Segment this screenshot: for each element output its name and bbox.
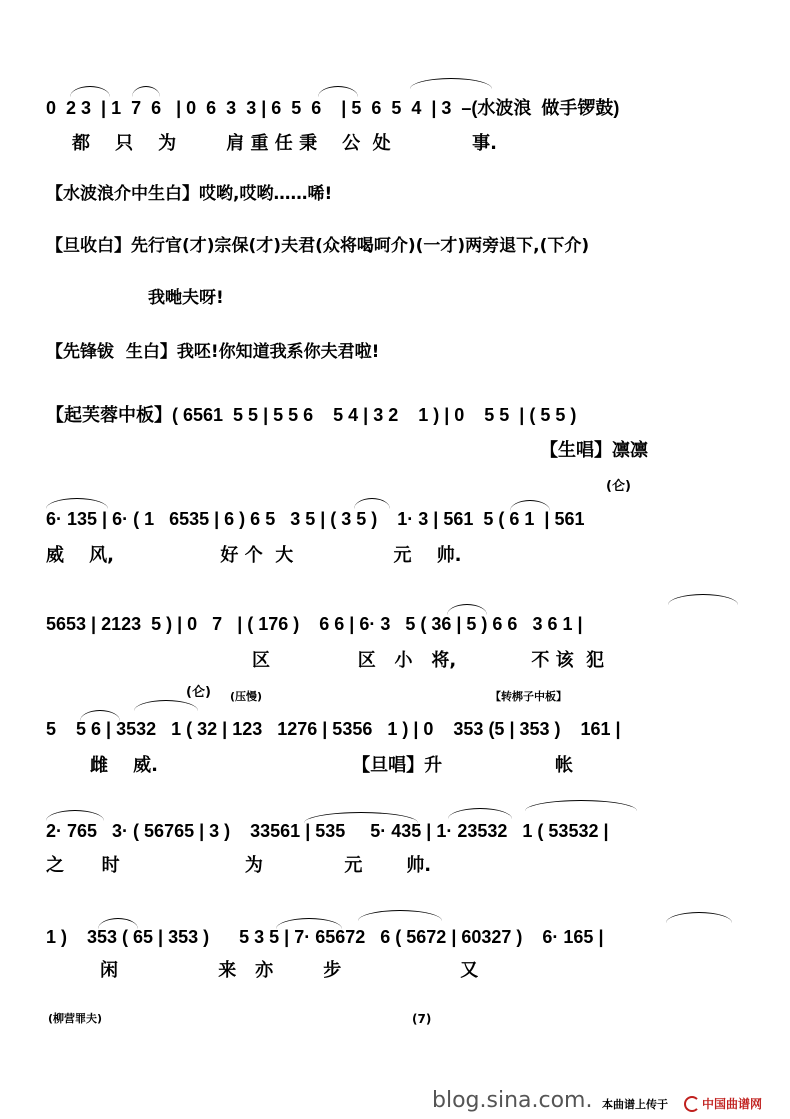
notation-line-8: 5653 | 2123 5 ) | 0 7 | ( 176 ) 6 6 | 6· 3 5 ( 36 | 5 ) 6 6 3 6 1 | bbox=[46, 614, 583, 634]
notation-line-6: 【起芙蓉中板】( 6561 5 5 | 5 5 6 5 4 | 3 2 1 ) | 0 5 5 | ( 5 5 ) bbox=[46, 405, 577, 425]
source-title: (柳营罪夫) bbox=[48, 1012, 103, 1025]
slur bbox=[134, 700, 198, 711]
slur bbox=[410, 78, 492, 89]
notation-line-1: 0 2 3 | 1 7 6 | 0 6 3 3 | 6 5 6 | 5 6 5 4 | 3 –(水波浪 做手锣鼓) bbox=[46, 98, 620, 118]
slur bbox=[668, 594, 738, 605]
lyrics-line-10: 之 时 为 元 帅. bbox=[46, 855, 432, 876]
notation-line-11: 1 ) 353 ( 65 | 353 ) 5 3 5 | 7· 65672 6 ( 5672 | 60327 ) 6· 165 | bbox=[46, 927, 604, 947]
upload-credit: 本曲谱上传于 bbox=[602, 1098, 668, 1111]
slur bbox=[448, 808, 512, 819]
watermark: blog.sina.com. bbox=[432, 1088, 593, 1113]
lyrics-line-1: 都 只 为 肩 重 任 秉 公 处 事. bbox=[72, 133, 497, 154]
lyrics-line-8: 区 区 小 将, 不 该 犯 bbox=[252, 650, 605, 671]
slur bbox=[132, 86, 160, 97]
lyrics-line-6: 【生唱】凛凛 bbox=[540, 440, 648, 461]
mark-lun: (仑) bbox=[186, 685, 211, 700]
dialogue-line-1: 【水波浪介中生白】哎哟,哎哟……唏! bbox=[46, 184, 333, 204]
site-logo-icon bbox=[684, 1096, 700, 1112]
slur bbox=[318, 86, 358, 97]
notation-line-9: 5 5 6 | 3532 1 ( 32 | 123 1276 | 5356 1 ) | 0 353 (5 | 353 ) 161 | bbox=[46, 719, 621, 739]
slur bbox=[525, 800, 637, 811]
slur bbox=[70, 86, 110, 97]
lyrics-line-11: 闲 来 亦 步 又 bbox=[100, 960, 479, 981]
mark-lun: (仑) bbox=[606, 479, 631, 494]
dialogue-line-3: 我哋夫呀! bbox=[148, 288, 224, 308]
slur bbox=[358, 910, 442, 921]
dialogue-line-2: 【旦收白】先行官(才)宗保(才)夫君(众将喝呵介)(一才)两旁退下,(下介) bbox=[46, 236, 590, 256]
dialogue-line-4: 【先锋钹 生白】我呸!你知道我系你夫君啦! bbox=[46, 342, 380, 362]
notation-line-10: 2· 765 3· ( 56765 | 3 ) 33561 | 535 5· 435 | 1· 23532 1 ( 53532 | bbox=[46, 821, 609, 841]
slur bbox=[666, 912, 732, 923]
site-name: 中国曲谱网 bbox=[702, 1097, 763, 1111]
mark-slow-down: (压慢) bbox=[230, 690, 263, 703]
page-number: (7) bbox=[412, 1012, 432, 1026]
section-marker: 【转梆子中板】 bbox=[490, 690, 567, 703]
lyrics-line-9: 雌 威. 【旦唱】升 帐 bbox=[90, 755, 573, 776]
notation-line-7: 6· 135 | 6· ( 1 6535 | 6 ) 6 5 3 5 | ( 3 5 ) 1· 3 | 561 5 ( 6 1 | 561 bbox=[46, 509, 585, 529]
lyrics-line-7: 威 风, 好 个 大 元 帅. bbox=[46, 545, 462, 566]
